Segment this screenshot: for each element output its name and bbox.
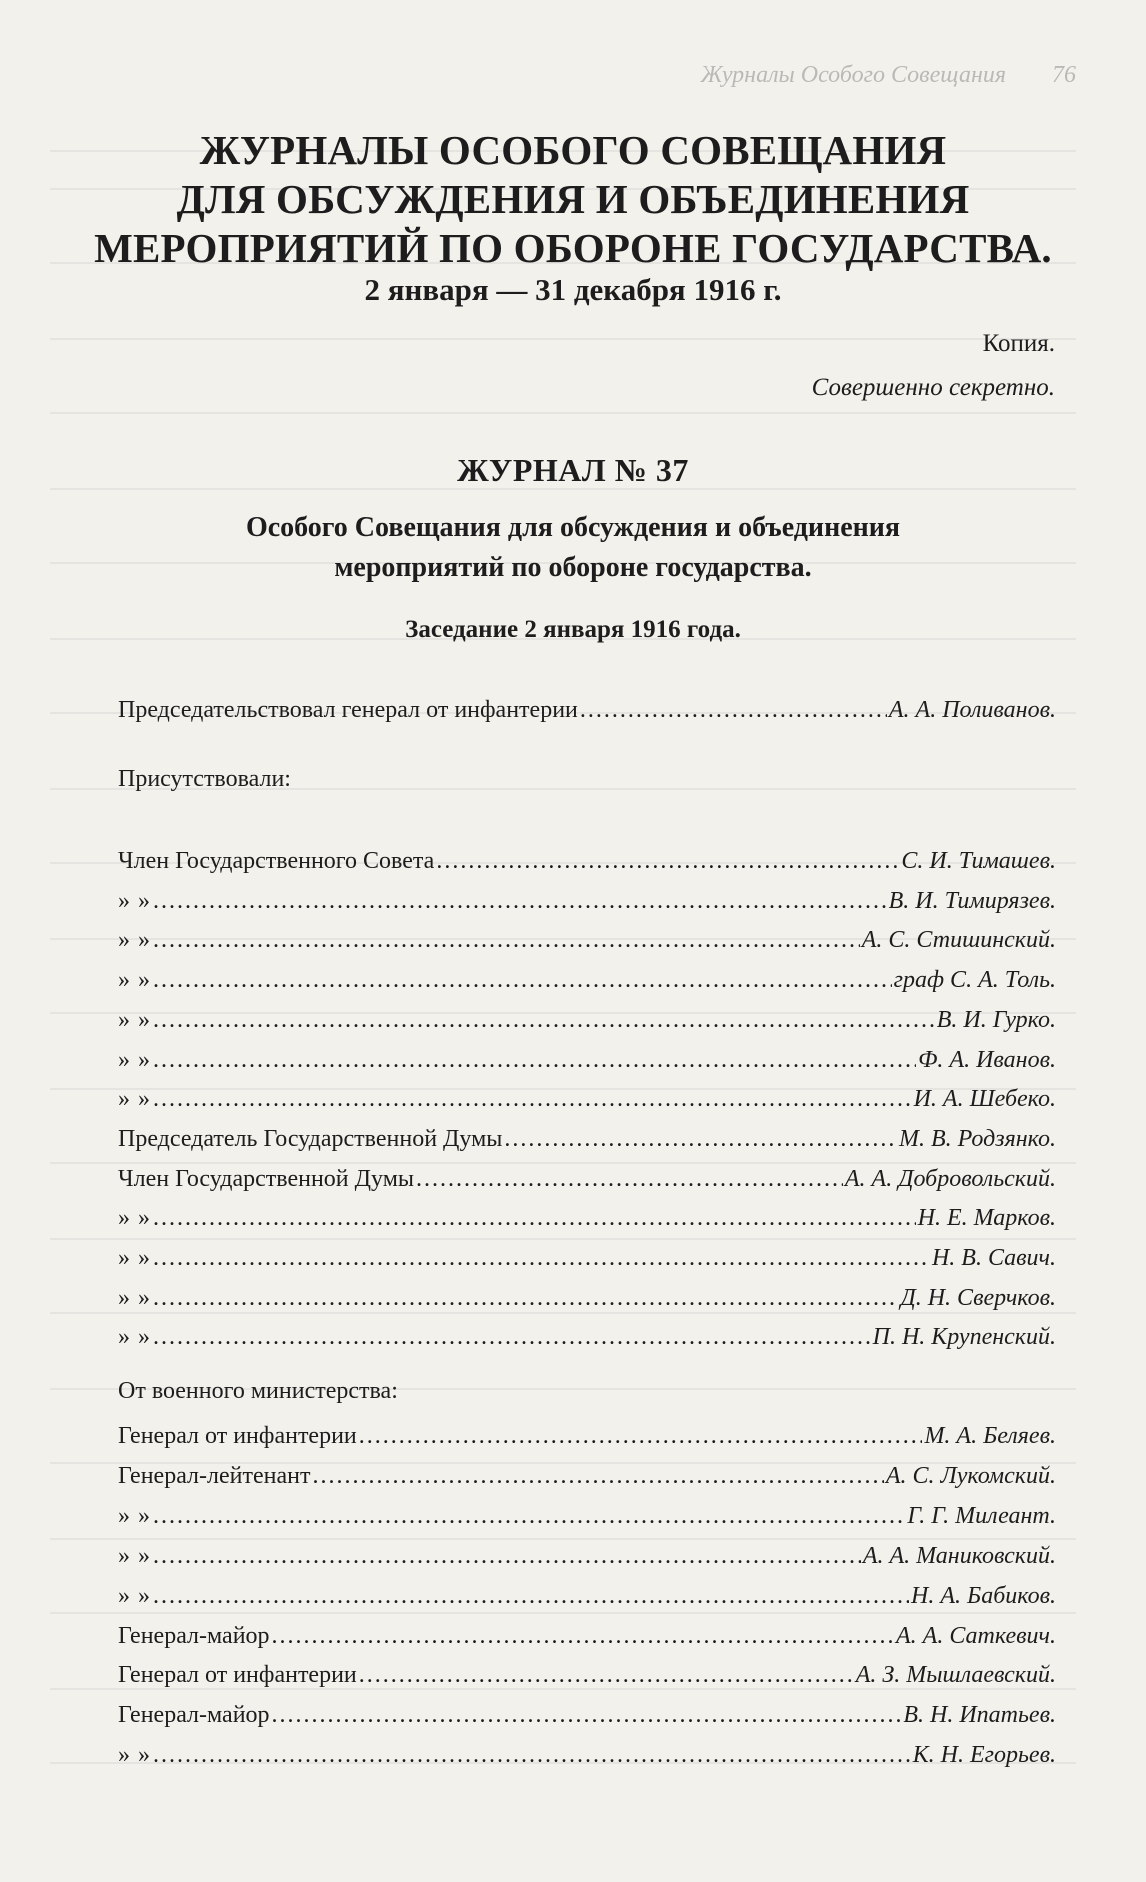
row-name: В. Н. Ипатьев. [903,1702,1056,1729]
member-row [118,922,1056,958]
leader-dots [153,1200,916,1236]
leader-dots [153,1319,871,1355]
row-label: Член Государственного Совета [118,848,435,874]
subtitle-line: Особого Совещания для обсуждения и объединения [245,512,901,543]
present-heading: Присутствовали: [118,766,291,792]
row-name: А. А. Саткевич. [896,1622,1056,1649]
military-row [118,1618,1056,1654]
row-name: граф С. А. Толь. [893,967,1056,994]
secrecy-mark: Совершенно секретно. [811,374,1055,401]
row-name: Н. В. Савич. [931,1245,1056,1271]
member-row [118,1280,1056,1316]
session-date: Заседание 2 января 1916 года. [405,616,741,643]
main-title-line: ЖУРНАЛЫ ОСОБОГО СОВЕЩАНИЯ [199,127,947,173]
row-label: » » [118,1245,151,1271]
row-name: И. А. Шебеко. [913,1086,1056,1113]
running-head [90,62,1076,92]
row-name: Ф. А. Иванов. [918,1046,1056,1073]
row-name: С. И. Тимашев. [901,848,1056,874]
leader-dots [153,922,860,958]
member-row [118,1002,1056,1038]
main-title-line: ДЛЯ ОБСУЖДЕНИЯ И ОБЪЕДИНЕНИЯ [176,176,970,222]
military-row [118,1657,1056,1693]
member-row [118,1042,1056,1078]
chair-row [118,692,1056,728]
leader-dots [312,1458,883,1494]
row-name: А. С. Стишинский. [861,927,1056,954]
row-label: » » [118,1006,151,1033]
military-row [118,1538,1056,1574]
leader-dots [153,1240,930,1276]
leader-dots [580,692,887,728]
member-row [118,962,1056,998]
row-name: Н. А. Бабиков. [911,1582,1056,1609]
military-heading: От военного министерства: [118,1378,398,1404]
leader-dots [153,1578,909,1614]
journal-number: ЖУРНАЛ № 37 [457,452,689,488]
row-label: » » [118,1086,151,1113]
leader-dots [153,1737,911,1773]
member-row [118,843,1056,879]
row-label: Генерал-майор [118,1622,270,1649]
leader-dots [153,1042,916,1078]
row-label: » » [118,1502,151,1529]
row-name: А. А. Маниковский. [862,1542,1056,1569]
member-row [118,1161,1056,1197]
row-label: Генерал от инфантерии [118,1423,357,1449]
member-row [118,1240,1056,1276]
leader-dots [153,962,892,998]
row-label: » » [118,1205,151,1232]
row-name: Д. Н. Сверчков. [900,1284,1056,1311]
main-title-line: МЕРОПРИЯТИЙ ПО ОБОРОНЕ ГОСУДАРСТВА. [94,225,1052,271]
row-label: » » [118,1542,151,1569]
row-name: А. З. Мышлаевский. [855,1662,1056,1689]
row-name: В. И. Гурко. [936,1006,1056,1033]
row-name: М. А. Беляев. [924,1423,1056,1449]
row-label: » » [118,967,151,994]
leader-dots [153,1002,935,1038]
row-name: А. А. Добровольский. [844,1165,1056,1192]
row-label: Член Государственной Думы [118,1165,415,1192]
row-name: Н. Е. Марков. [917,1205,1056,1232]
leader-dots [153,1538,861,1574]
row-name: П. Н. Крупенский. [872,1324,1056,1351]
journal-subtitle [0,508,1146,588]
leader-dots [153,1498,905,1534]
member-row [118,883,1056,919]
leader-dots [359,1657,854,1693]
member-row [118,1200,1056,1236]
chair-name: А. А. Поливанов. [888,697,1056,723]
leader-dots [153,883,887,919]
row-label: » » [118,1582,151,1609]
running-head-title: Журналы Особого Совещания [700,62,1006,88]
military-row [118,1697,1056,1733]
row-name: Г. Г. Милеант. [907,1502,1056,1529]
row-label: » » [118,1284,151,1311]
leader-dots [416,1161,843,1197]
leader-dots [436,843,899,879]
military-row [118,1737,1056,1773]
date-range: 2 января — 31 декабря 1916 г. [364,272,782,307]
member-row [118,1081,1056,1117]
chair-label: Председательствовал генерал от инфантерии [118,697,578,723]
leader-dots [272,1618,894,1654]
row-label: » » [118,1324,151,1351]
row-label: » » [118,887,151,914]
row-label: » » [118,1046,151,1073]
member-row [118,1319,1056,1355]
row-label: Генерал-майор [118,1702,270,1729]
copy-mark: Копия. [982,330,1055,357]
row-label: » » [118,1742,151,1769]
military-row [118,1418,1056,1454]
military-row [118,1578,1056,1614]
row-name: К. Н. Егорьев. [912,1742,1056,1769]
row-label: Председатель Государственной Думы [118,1125,503,1152]
military-row [118,1458,1056,1494]
row-name: В. И. Тимирязев. [888,887,1056,914]
main-title [0,126,1146,273]
leader-dots [272,1697,902,1733]
leader-dots [504,1121,897,1157]
row-label: » » [118,927,151,954]
member-row [118,1121,1056,1157]
row-label: Генерал-лейтенант [118,1462,311,1489]
row-name: М. В. Родзянко. [898,1125,1056,1152]
leader-dots [359,1418,923,1454]
row-label: Генерал от инфантерии [118,1662,357,1689]
leader-dots [153,1081,912,1117]
leader-dots [153,1280,898,1316]
row-name: А. С. Лукомский. [885,1462,1056,1489]
military-row [118,1498,1056,1534]
running-head-page-number: 76 [1052,62,1076,88]
subtitle-line: мероприятий по обороне государства. [334,552,812,583]
